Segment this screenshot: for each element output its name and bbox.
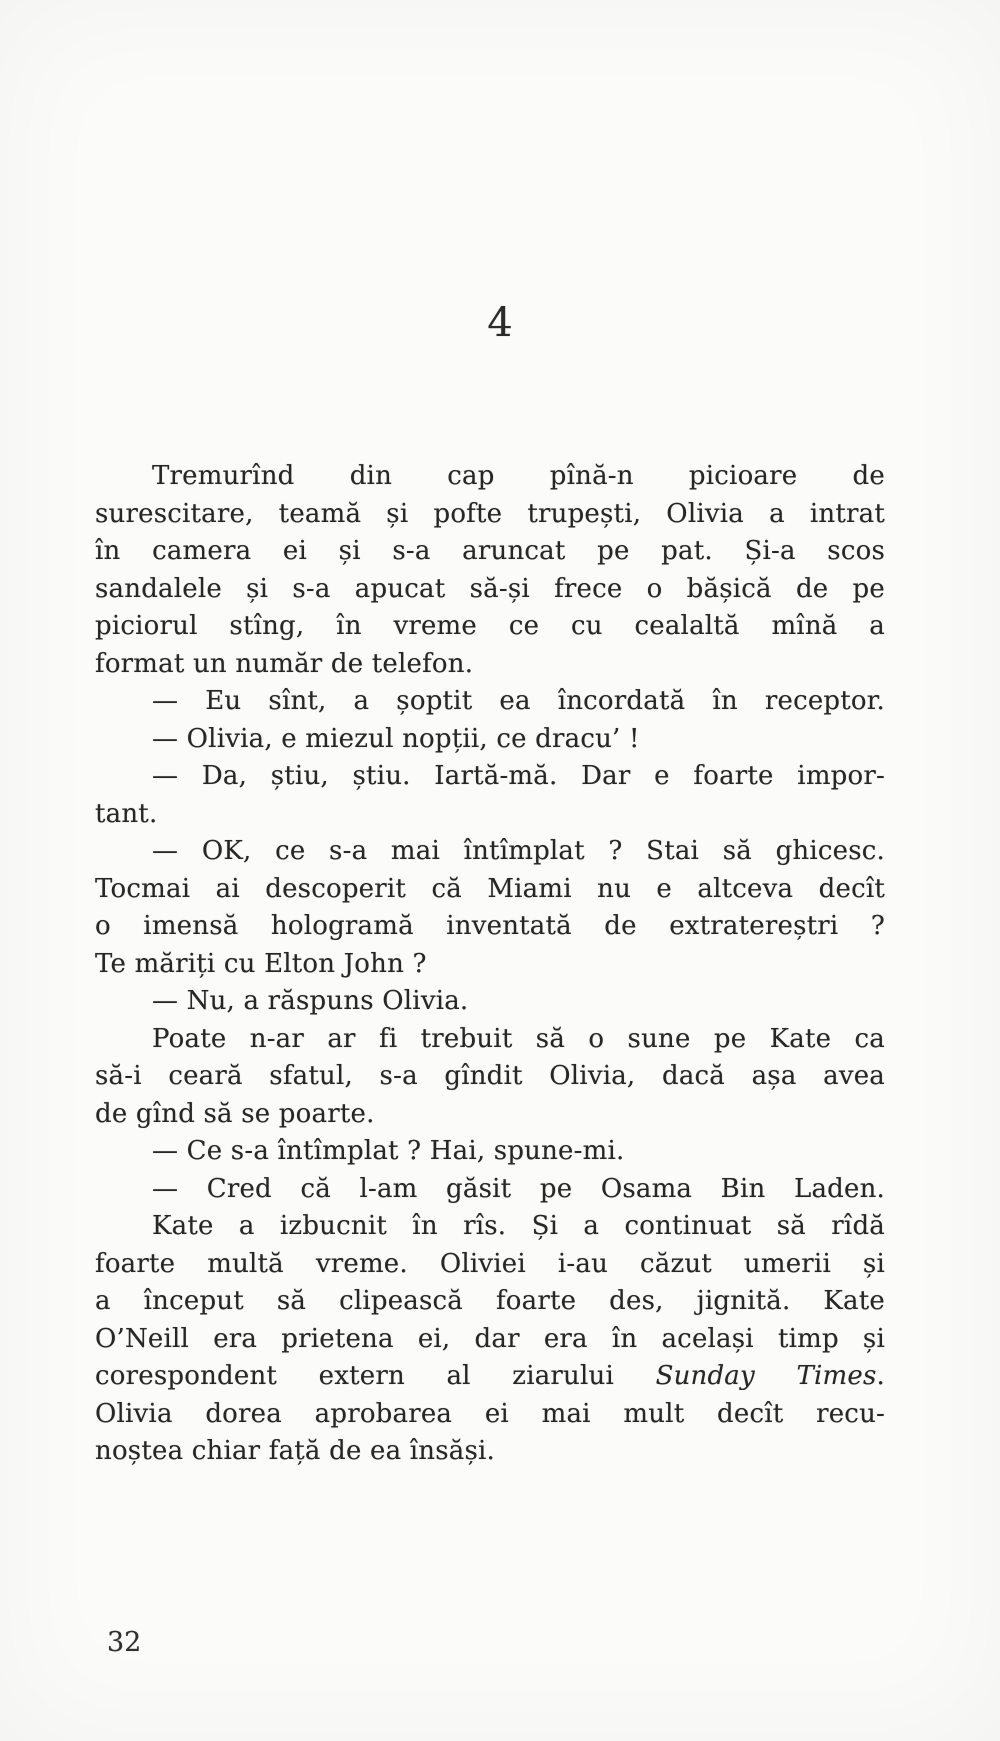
text-segment: corespondent extern al ziarului [95,1361,656,1391]
text-line: foarte multă vreme. Oliviei i-au căzut umerii și [95,1248,885,1279]
text-line: — Eu sînt, a șoptit ea încordată în receptor. [152,686,885,716]
text-line: o imensă hologramă inventată de extratereștri ? [95,911,885,941]
chapter-number: 4 [487,300,513,346]
text-line: — Da, știu, știu. Iartă-mă. Dar e foarte impor- [152,761,885,791]
text-line [95,1358,885,1396]
body-text [95,458,885,1471]
text-line: Tocmai ai descoperit că Miami nu e altceva decît [95,873,885,904]
text-line: — Nu, a răspuns Olivia. [152,986,469,1016]
page-number: 32 [107,1627,142,1658]
text-line: în camera ei și s-a aruncat pe pat. Și-a scos [95,536,885,566]
text-line: O’Neill era prietena ei, dar era în același timp și [95,1323,885,1354]
text-line: Kate a izbucnit în rîs. Și a continuat să rîdă [152,1211,885,1241]
text-line: sandalele și s-a apucat să-și frece o bășică de pe [95,573,885,604]
text-line: de gînd să se poarte. [95,1098,375,1129]
text-line: — Ce s-a întîmplat ? Hai, spune-mi. [152,1136,625,1166]
text-line: format un număr de telefon. [95,648,474,679]
newspaper-name: Sunday Times [655,1361,877,1391]
text-line: să-i ceară sfatul, s-a gîndit Olivia, dacă așa avea [95,1061,885,1091]
text-line: Te măriți cu Elton John ? [95,948,427,979]
text-line: noștea chiar față de ea însăși. [95,1436,495,1466]
text-line: Poate n-ar ar fi trebuit să o sune pe Kate ca [152,1023,885,1054]
text-line: — Olivia, e miezul nopții, ce dracu’ ! [152,723,640,754]
text-line: tant. [95,798,158,829]
text-line: — Cred că l-am găsit pe Osama Bin Laden. [152,1173,885,1204]
text-line: a început să clipească foarte des, jignită. Kate [95,1286,885,1316]
text-segment: . [876,1361,885,1391]
text-line: Olivia dorea aprobarea ei mai mult decît recu- [95,1398,885,1429]
text-line: — OK, ce s-a mai întîmplat ? Stai să ghicesc. [152,836,885,866]
text-line: piciorul stîng, în vreme ce cu cealaltă mînă a [95,611,885,641]
text-line: surescitare, teamă și pofte trupești, Olivia a intrat [95,498,885,529]
text-line: Tremurînd din cap pînă-n picioare de [152,461,885,491]
